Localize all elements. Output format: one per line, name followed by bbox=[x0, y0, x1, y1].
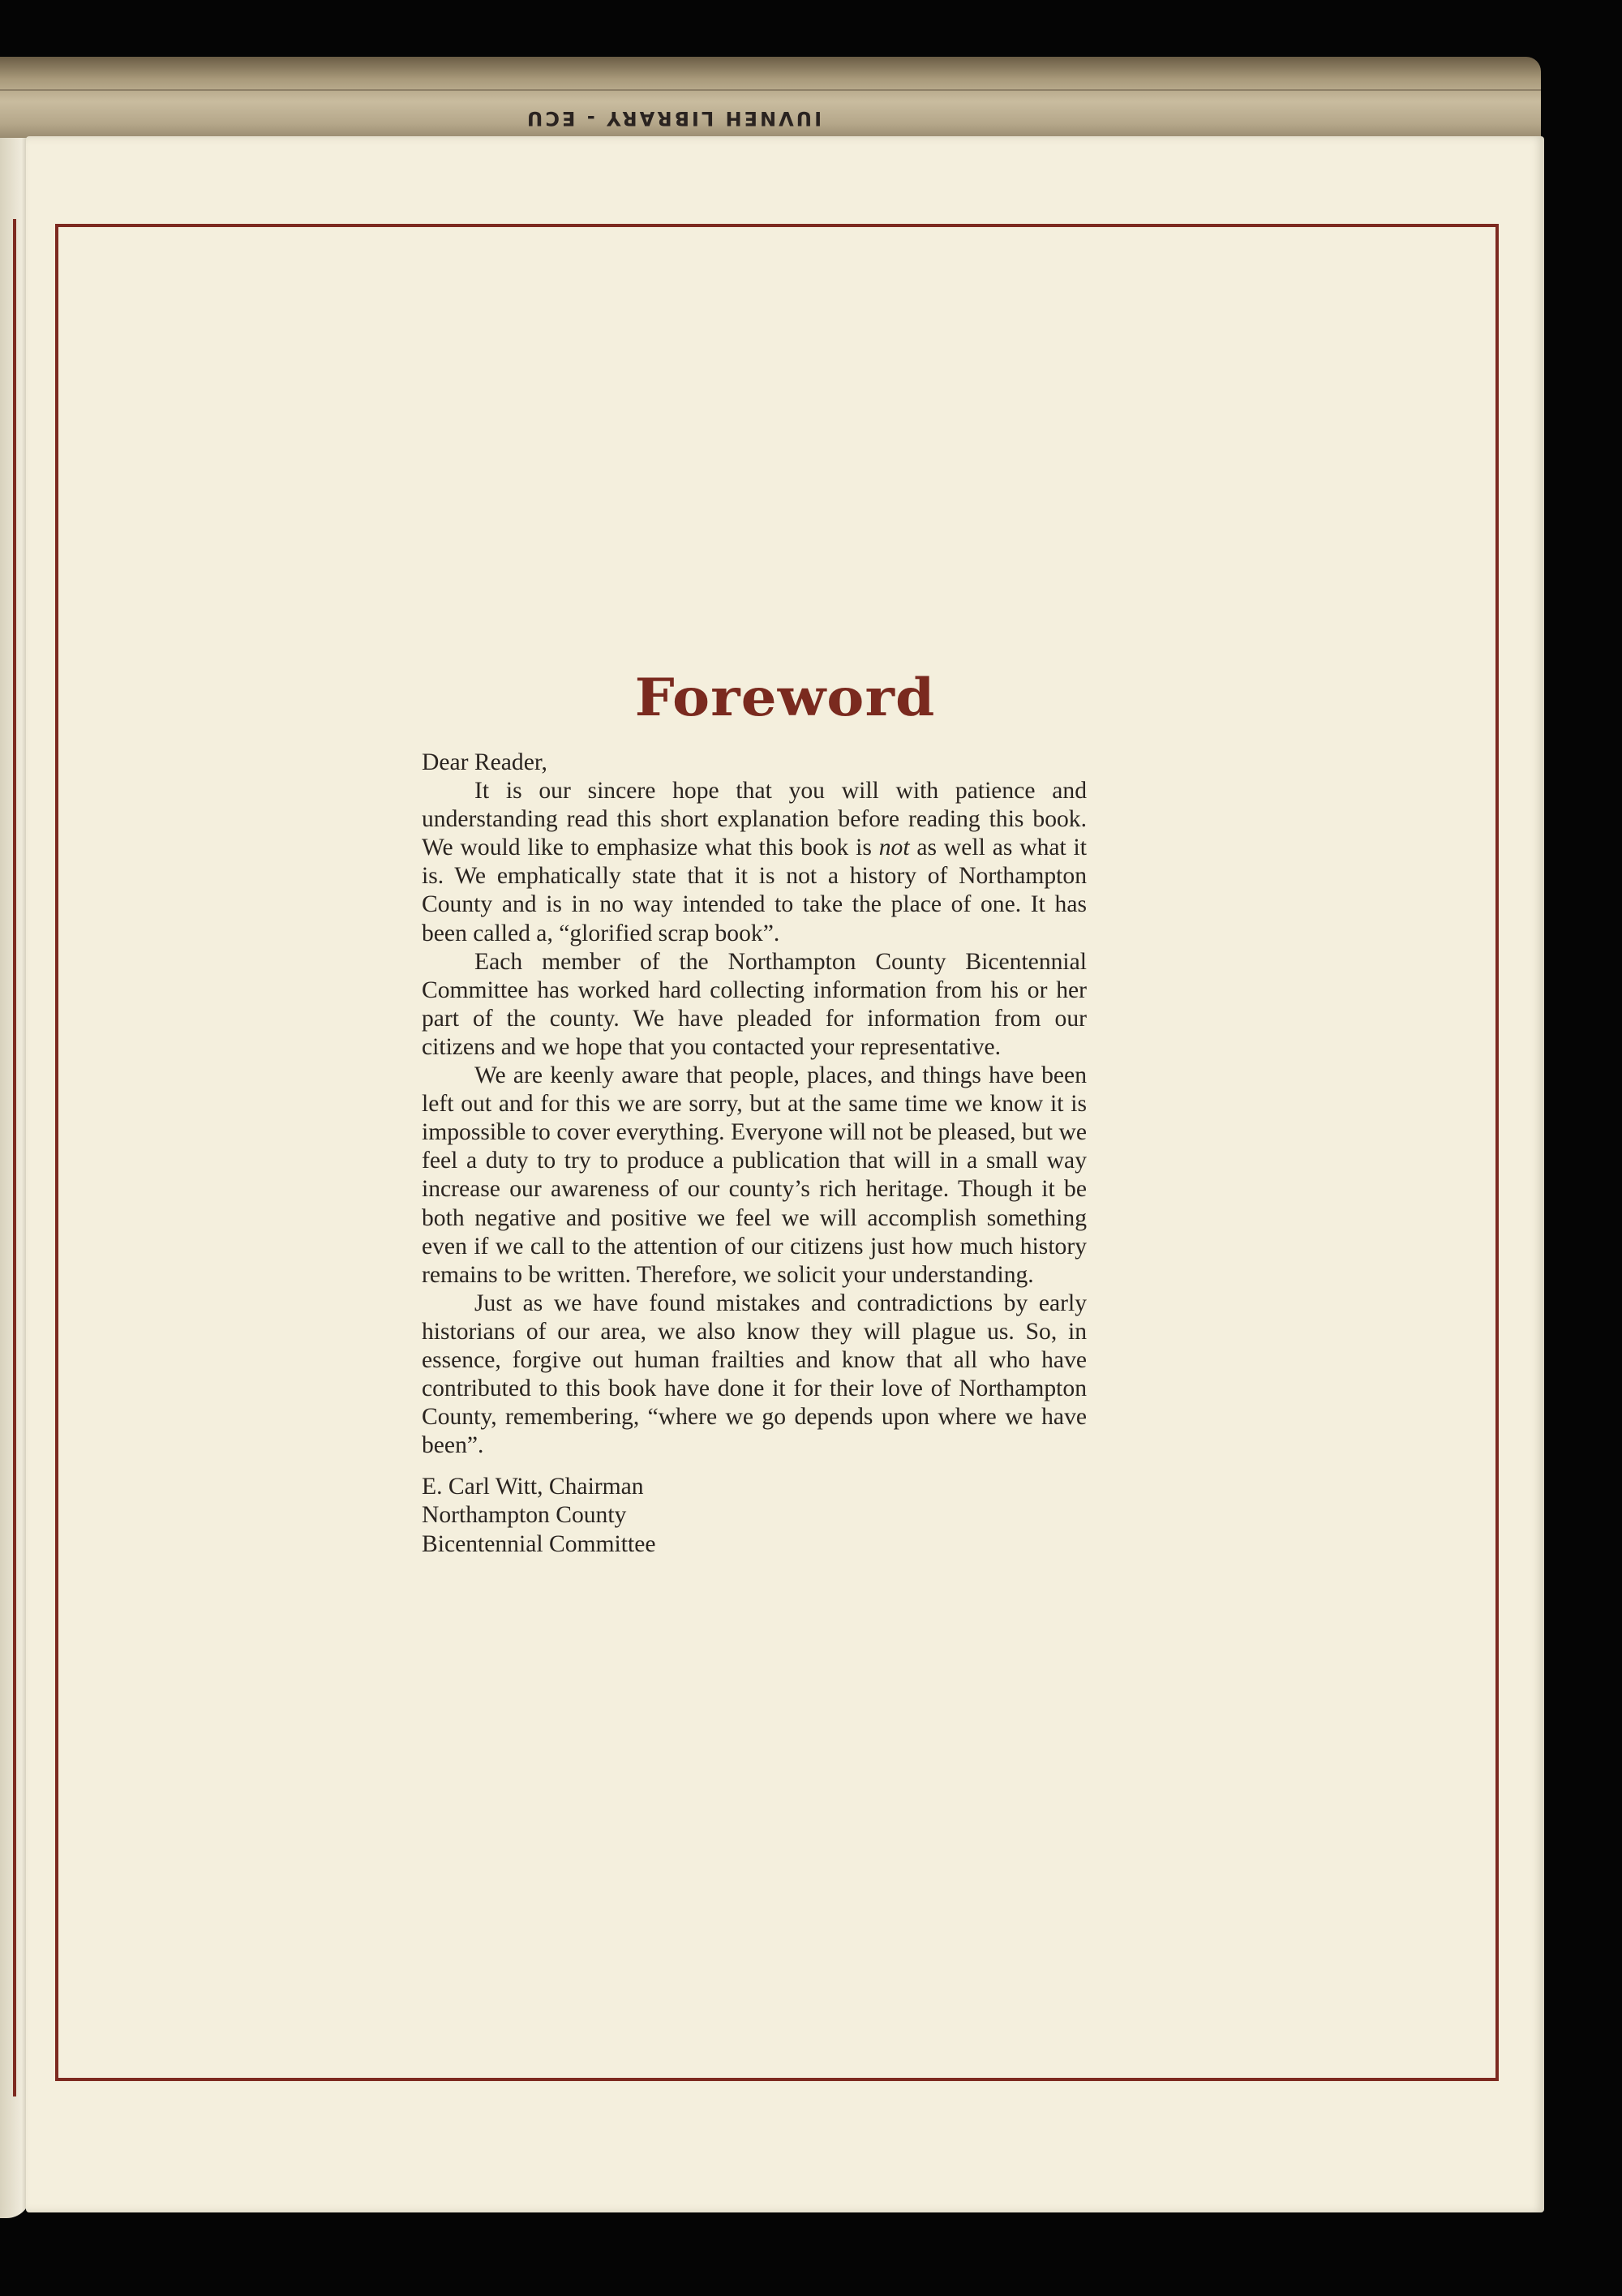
signature-line-3: Bicentennial Committee bbox=[422, 1530, 656, 1557]
paragraph-1-end: as well as what it is. We emphatically state that it is not a history of Northampton County and is in no way intended to take the place of one. It has been called a, “glorified scrap book”. bbox=[422, 835, 1088, 946]
book-page bbox=[26, 136, 1544, 2212]
left-page-border bbox=[0, 219, 16, 2096]
foreword-body bbox=[422, 749, 1087, 1559]
library-stamp: IUVNEH LIBRARY - ECU bbox=[524, 107, 822, 130]
paragraph-1 bbox=[422, 777, 1087, 948]
paragraph-1-emphasis: not bbox=[878, 835, 910, 861]
salutation: Dear Reader, bbox=[422, 749, 547, 775]
signature-name: E. Carl Witt, Chairman bbox=[422, 1474, 644, 1500]
paragraph-2: Each member of the Northampton County Bicentennial Committee has worked hard collecting information from his or her part of the county. We have pleaded for information from our citizens and we hope that you contacted your representative. bbox=[422, 948, 1087, 1060]
page-title: Foreword bbox=[634, 667, 936, 728]
paragraph-1-start: It is our sincere hope that you will with patience and understanding read this short explanation before reading this book. We would like to emphasize what this book is bbox=[422, 778, 1087, 861]
paragraph-4: Just as we have found mistakes and contradictions by early historians of our area, we also know they will plague us. So, in essence, forgive out human frailties and know that all who have contributed to this book have done it for their love of Northampton County, remembering, “where we go depends upon where we have been”. bbox=[422, 1290, 1087, 1459]
signature-line-2: Northampton County bbox=[422, 1502, 627, 1529]
book-top-edge bbox=[0, 57, 1541, 146]
signature-block bbox=[422, 1473, 1087, 1558]
paragraph-3: We are keenly aware that people, places, and things have been left out and for this we are sorry, but at the same time we know it is impossible to cover everything. Everyone will not be pleased, but we feel a duty to try to produce a publication that will in a small way increase our awareness of our county’s rich heritage. Though it be both negative and positive we feel we will accomplish something even if we call to the attention of our citizens just how much history remains to be written. Therefore, we solicit your understanding. bbox=[422, 1062, 1087, 1288]
